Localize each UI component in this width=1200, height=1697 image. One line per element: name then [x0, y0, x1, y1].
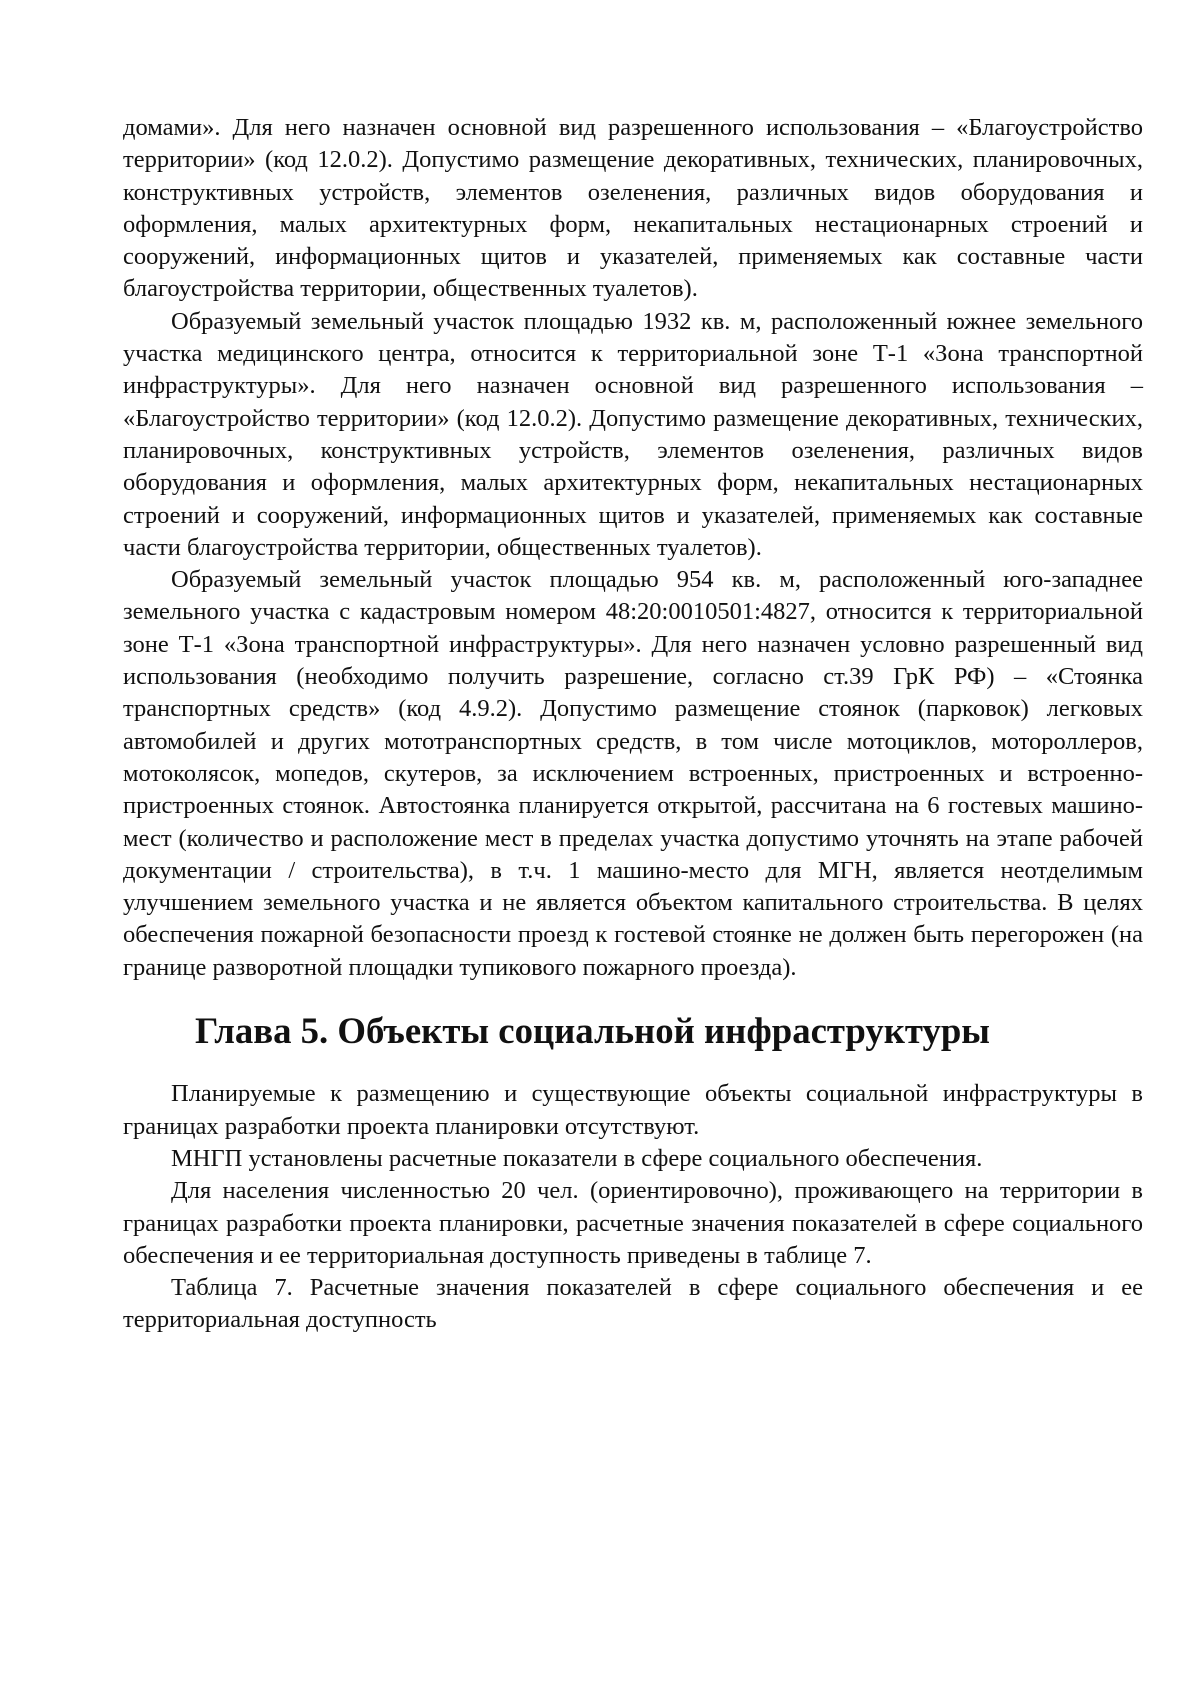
table-caption: Таблица 7. Расчетные значения показателей в сфере социального обеспечения и ее территориальная доступность [123, 1274, 1143, 1334]
paragraph-plot-954: Образуемый земельный участок площадью 954 кв. м, расположенный юго-западнее земельного участка с кадастровым номером 48:20:0010501:4827, относится к территориальной зоне Т-1 «Зона транспортной инфраструктуры». Для него назначен условно разрешенный вид использования (необходимо получить разрешение, согласно ст.39 ГрК РФ) – «Стоянка транспортных средств» (код 4.9.2). Допустимо размещение стоянок (парковок) легковых автомобилей и других мототранспортных средств, в том числе мотоциклов, мотороллеров, мотоколясок, мопедов, скутеров, за исключением встроенных, пристроенных и встроенно-пристроенных стоянок. Автостоянка планируется открытой, рассчитана на 6 гостевых машино-мест (количество и расположение мест в пределах участка допустимо уточнять на этапе рабочей документации / строительства), в т.ч. 1 машино-место для МГН, является неотделимым улучшением земельного участка и не является объектом капитального строительства. В целях обеспечения пожарной безопасности проезд к гостевой стоянке не должен быть перегорожен (на границе разворотной площадки тупикового пожарного проезда). [123, 566, 1143, 981]
paragraph-plot-1932: Образуемый земельный участок площадью 1932 кв. м, расположенный южнее земельного участка медицинского центра, относится к территориальной зоне Т-1 «Зона транспортной инфраструктуры». Для него назначен основной вид разрешенного использования – «Благоустройство территории» (код 12.0.2). Допустимо размещение декоративных, технических, планировочных, конструктивных устройств, элементов озеленения, различных видов оборудования и оформления, малых архитектурных форм, некапитальных нестационарных строений и сооружений, информационных щитов и указателей, применяемых как составные части благоустройства территории, общественных туалетов). [123, 307, 1143, 561]
paragraph-continuation: домами». Для него назначен основной вид разрешенного использования – «Благоустройство территории» (код 12.0.2). Допустимо размещение декоративных, технических, планировочных, конструктивных устройств, элементов озеленения, различных видов оборудования и оформления, малых архитектурных форм, некапитальных нестационарных строений и сооружений, информационных щитов и указателей, применяемых как составные части благоустройства территории, общественных туалетов). [123, 114, 1143, 303]
paragraph-population: Для населения численностью 20 чел. (ориентировочно), проживающего на территории в границах разработки проекта планировки, расчетные значения показателей в сфере социального обеспечения и ее территориальная доступность приведены в таблице 7. [123, 1177, 1143, 1269]
paragraph-mngp: МНГП установлены расчетные показатели в сфере социального обеспечения. [171, 1144, 983, 1172]
document-body [123, 112, 1143, 1337]
chapter-heading: Глава 5. Объекты социальной инфраструктуры [195, 1010, 990, 1052]
paragraph-social-objects: Планируемые к размещению и существующие объекты социальной инфраструктуры в границах разработки проекта планировки отсутствуют. [123, 1080, 1143, 1140]
